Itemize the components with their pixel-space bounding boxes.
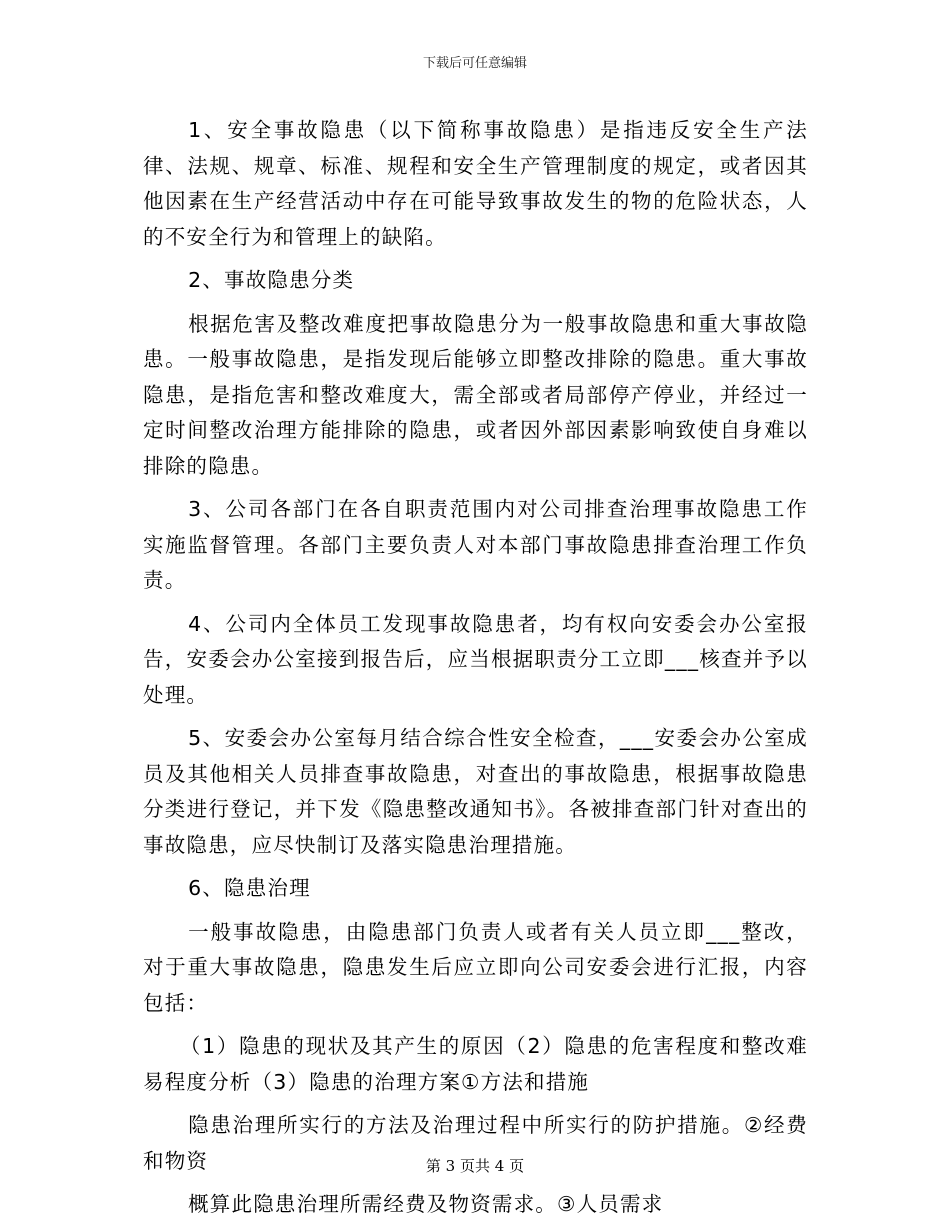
paragraph-8: 一般事故隐患，由隐患部门负责人或者有关人员立即___整改，对于重大事故隐患，隐患发生后应立即向公司安委会进行汇报，内容包括： xyxy=(143,919,808,1015)
page-header: 下载后可任意编辑 xyxy=(422,56,527,71)
paragraph-3: 根据危害及整改难度把事故隐患分为一般事故隐患和重大事故隐患。一般事故隐患，是指发现后能够立即整改排除的隐患。重大事故隐患，是指危害和整改难度大，需全部或者局部停产停业，并经过一定时间整改治理方能排除的隐患，或者因外部因素影响致使自身难以排除的隐患。 xyxy=(143,311,808,478)
paragraph-5: 4、公司内全体员工发现事故隐患者，均有权向安委会办公室报告，安委会办公室接到报告后，应当根据职责分工立即___核查并予以处理。 xyxy=(143,611,808,707)
paragraph-11: 概算此隐患治理所需经费及物资需求。③人员需求 xyxy=(188,1192,664,1216)
paragraph-2: 2、事故隐患分类 xyxy=(188,268,355,292)
paragraph-9: （1）隐患的现状及其产生的原因（2）隐患的危害程度和整改难易程度分析（3）隐患的治理方案①方法和措施 xyxy=(143,1034,808,1094)
paragraph-7: 6、隐患治理 xyxy=(188,876,311,900)
paragraph-1: 1、安全事故隐患（以下简称事故隐患）是指违反安全生产法律、法规、规章、标准、规程和安全生产管理制度的规定，或者因其他因素在生产经营活动中存在可能导致事故发生的物的危险状态，人的不安全行为和管理上的缺陷。 xyxy=(143,118,808,249)
paragraph-10: 隐患治理所实行的方法及治理过程中所实行的防护措施。②经费和物资 xyxy=(143,1113,808,1173)
paragraph-4: 3、公司各部门在各自职责范围内对公司排查治理事故隐患工作实施监督管理。各部门主要负责人对本部门事故隐患排查治理工作负责。 xyxy=(143,497,808,592)
page-footer: 第 3 页共 4 页 xyxy=(425,1157,525,1175)
document-body xyxy=(143,113,808,1223)
paragraph-6: 5、安委会办公室每月结合综合性安全检查，___安委会办公室成员及其他相关人员排查事故隐患，对查出的事故隐患，根据事故隐患分类进行登记，并下发《隐患整改通知书》。各被排查部门针对查出的事故隐患，应尽快制订及落实隐患治理措施。 xyxy=(143,726,808,857)
